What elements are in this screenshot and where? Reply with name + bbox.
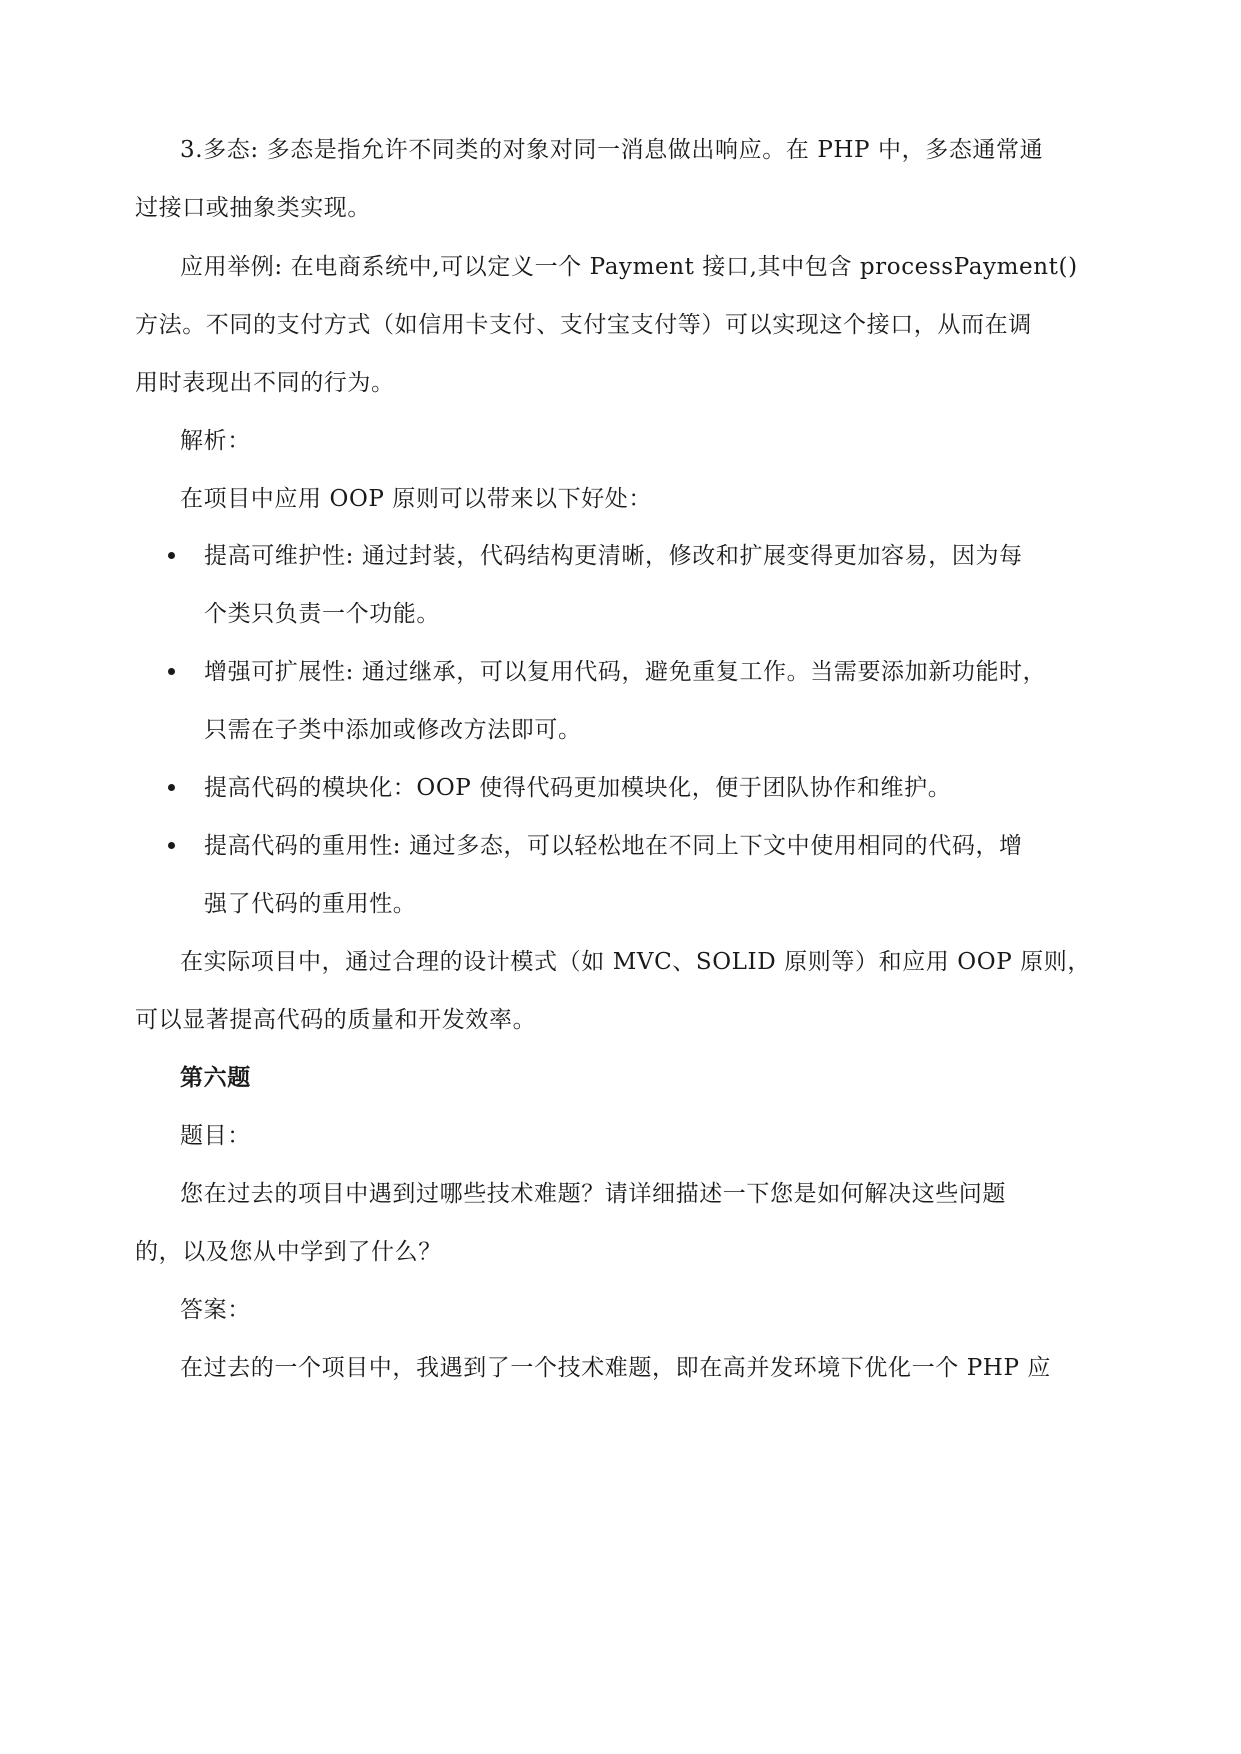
analysis-label: 解析： [180,428,251,454]
bullet-4-line-2: 强了代码的重用性。 [204,891,417,917]
question-line-1: 您在过去的项目中遇到过哪些技术难题？请详细描述一下您是如何解决这些问题 [180,1181,1006,1207]
conclusion-line-2: 可以显著提高代码的质量和开发效率。 [135,1007,537,1033]
polymorphism-text-line-2: 过接口或抽象类实现。 [135,195,371,221]
example-text-line-2: 方法。不同的支付方式（如信用卡支付、支付宝支付等）可以实现这个接口，从而在调 [135,312,1032,338]
bullet-dot [168,668,175,675]
bullet-2-line-2: 只需在子类中添加或修改方法即可。 [204,717,582,743]
polymorphism-text-line-1: 3.多态: 多态是指允许不同类的对象对同一消息做出响应。在 PHP 中，多态通常通 [180,137,1044,163]
answer-label: 答案： [180,1297,251,1323]
bullet-4-line-1: 提高代码的重用性: 通过多态，可以轻松地在不同上下文中使用相同的代码，增 [204,833,1023,859]
example-text-line-3: 用时表现出不同的行为。 [135,370,395,396]
bullet-dot [168,552,175,559]
bullet-2-line-1: 增强可扩展性: 通过继承，可以复用代码，避免重复工作。当需要添加新功能时， [204,659,1047,685]
conclusion-line-1: 在实际项目中，通过合理的设计模式（如 MVC、SOLID 原则等）和应用 OOP 原则， [180,949,1092,975]
question-label: 题目： [180,1123,251,1149]
bullet-3-line-1: 提高代码的模块化：OOP 使得代码更加模块化，便于团队协作和维护。 [204,775,952,801]
bullet-1-line-1: 提高可维护性: 通过封装，代码结构更清晰，修改和扩展变得更加容易，因为每 [204,543,1023,569]
benefits-intro: 在项目中应用 OOP 原则可以带来以下好处： [180,486,653,512]
bullet-dot [168,842,175,849]
answer-line-1: 在过去的一个项目中，我遇到了一个技术难题，即在高并发环境下优化一个 PHP 应 [180,1355,1052,1381]
section-heading: 第六题 [180,1065,251,1091]
bullet-dot [168,784,175,791]
question-line-2: 的，以及您从中学到了什么？ [135,1239,442,1265]
example-text-line-1: 应用举例: 在电商系统中,可以定义一个 Payment 接口,其中包含 processPayment() [180,254,1078,280]
bullet-1-line-2: 个类只负责一个功能。 [204,601,440,627]
